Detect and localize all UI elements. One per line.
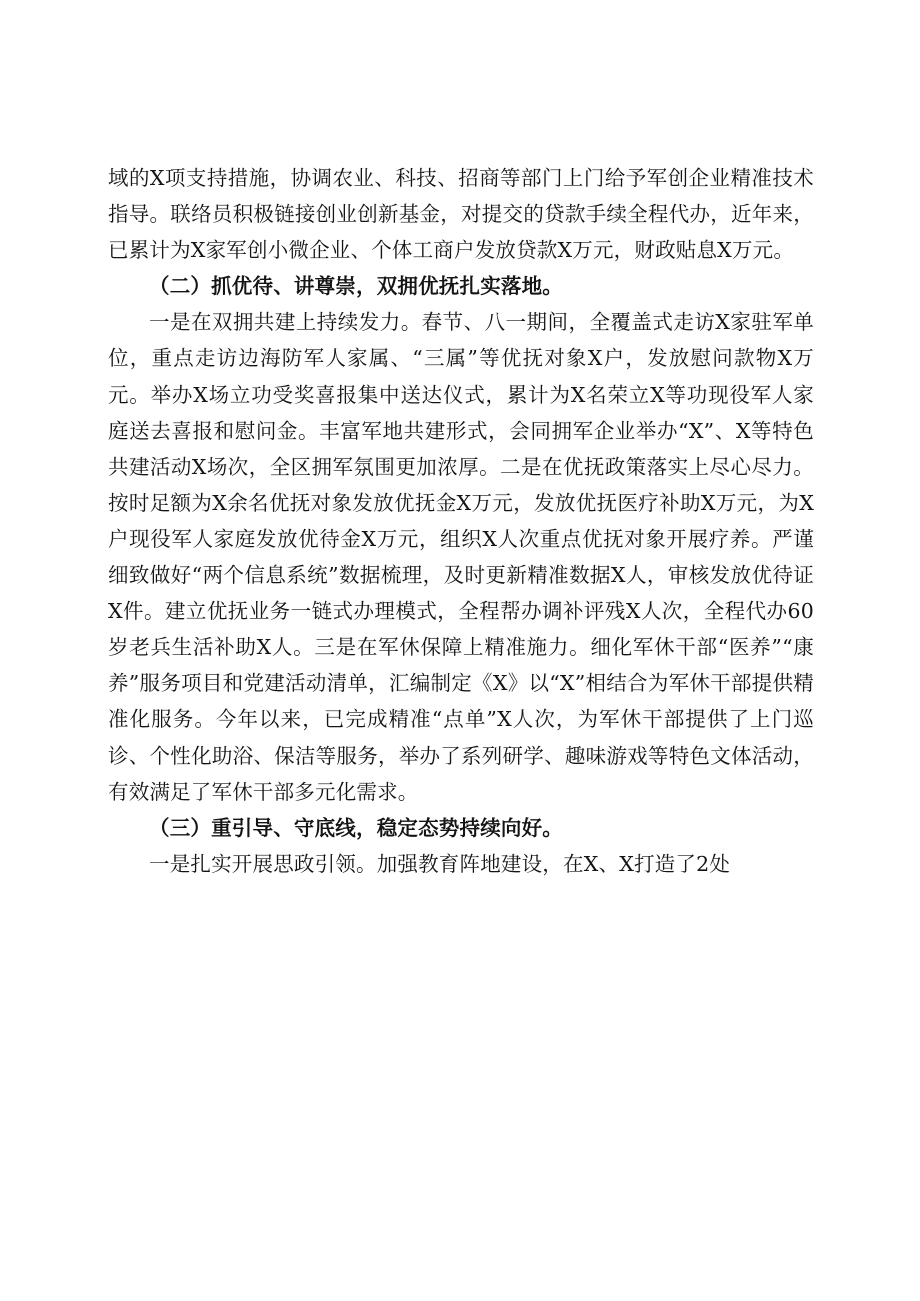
- section-heading-3: （三）重引导、守底线，稳定态势持续向好。: [149, 815, 563, 840]
- body-paragraph-continued: 域的X项支持措施，协调农业、科技、招商等部门上门给予军创企业精准技术指导。联络员积极链接创业创新基金，对提交的贷款手续全程代办，近年来，已累计为X家军创小微企业、个体工商户发放贷款X万元，财政贴息X万元。: [108, 166, 814, 263]
- body-paragraph: 一是在双拥共建上持续发力。春节、八一期间，全覆盖式走访X家驻军单位，重点走访边海防军人家属、“三属”等优抚对象X户，发放慰问款物X万元。举办X场立功受奖喜报集中送达仪式，累计为X名荣立X等功现役军人家庭送去喜报和慰问金。丰富军地共建形式，会同拥军企业举办“X”、X等特色共建活动X场次，全区拥军氛围更加浓厚。二是在优抚政策落实上尽心尽力。按时足额为X余名优抚对象发放优抚金X万元，发放优抚医疗补助X万元，为X户现役军人家庭发放优待金X万元，组织X人次重点优抚对象开展疗养。严谨细致做好“两个信息系统”数据梳理，及时更新精准数据X人，审核发放优待证X件。建立优抚业务一链式办理模式，全程帮办调补评残X人次，全程代办60岁老兵生活补助X人。三是在军休保障上精准施力。细化军休干部“医养”“康养”服务项目和党建活动清单，汇编制定《X》以“X”相结合为军休干部提供精准化服务。今年以来，已完成精准“点单”X人次，为军休干部提供了上门巡诊、个性化助浴、保洁等服务，举办了系列研学、趣味游戏等特色文体活动，有效满足了军休干部多元化需求。: [108, 310, 814, 804]
- section-heading-2: （二）抓优待、讲尊崇，双拥优抚扎实落地。: [149, 274, 563, 299]
- document-body: [108, 160, 814, 882]
- body-paragraph: 一是扎实开展思政引领。加强教育阵地建设，在X、X打造了2处: [149, 851, 731, 876]
